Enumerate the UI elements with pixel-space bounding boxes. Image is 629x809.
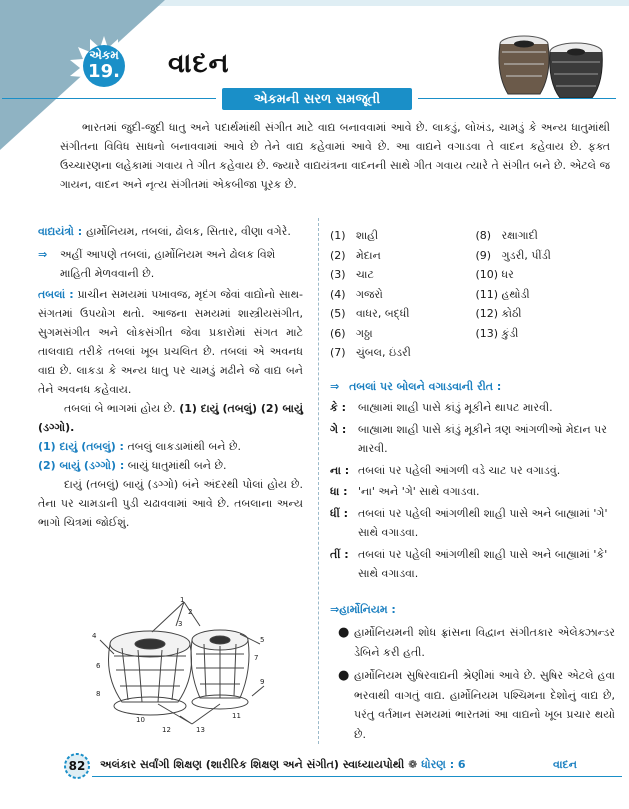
diagram-label: 3 xyxy=(178,620,183,628)
part-number xyxy=(476,343,502,363)
two-parts-text: તબલાં બે ભાગમાં હોય છે. xyxy=(64,402,176,415)
closing-paragraph: દાયું (તબલું) બાયું (ડગ્ગો) બંને અંદરથી પોલાં હોય છે. તેના પર ચામડાની પુડી ચઢાવવામાં આવે છે. તબલાના અન્ય ભાગો ચિત્રમાં જોઈશું. xyxy=(38,478,303,529)
footer-standard: ધોરણ : 6 xyxy=(421,758,466,771)
part-item xyxy=(330,285,470,305)
diagram-label: 7 xyxy=(254,654,259,662)
part-item xyxy=(330,246,470,266)
chapter-title: વાદન xyxy=(168,48,230,79)
part-name: ગુડરી, પીંડી xyxy=(501,248,551,262)
part-number: (4) xyxy=(330,287,346,301)
part1-label: (1) દાયું (તબલું) : xyxy=(38,440,124,453)
part-item xyxy=(330,324,470,344)
method-syllable: ધા : xyxy=(330,485,348,498)
method-text: તબલાં પર પહેલી આંગળીથી શાહી પાસે અને બાહ્યામાં 'ગે' સાથે વગાડવા. xyxy=(358,506,608,539)
part-item xyxy=(476,226,616,246)
bullet-icon: ● xyxy=(338,625,350,640)
diagram-label: 13 xyxy=(196,726,205,734)
part1-row xyxy=(38,437,303,456)
method-syllable: ના : xyxy=(330,463,350,477)
footer-line xyxy=(92,776,622,777)
part2-row xyxy=(38,456,303,475)
method-text: તબલાં પર પહેલી આંગળીથી શાહી પાસે અને બાહ્યામાં 'કે' સાથે વગાડવા. xyxy=(358,547,608,580)
part-name: વાધર, બદ્ધી xyxy=(356,307,410,320)
part-name: હથોડી xyxy=(501,287,530,301)
part2-text: બાયું ધાતુમાંથી બને છે. xyxy=(127,459,227,472)
part-name: ગઠ્ઠા xyxy=(356,326,373,340)
harmonium-list xyxy=(330,623,615,744)
diagram-label: 8 xyxy=(96,690,101,698)
part-name: ગજરો xyxy=(356,287,383,301)
harmonium-item xyxy=(330,666,615,744)
footer-text xyxy=(100,758,466,772)
part-number: (8) xyxy=(475,229,492,242)
diagram-label: 6 xyxy=(96,662,101,670)
part-name: ચાટ xyxy=(356,268,374,281)
right-column xyxy=(330,226,615,744)
instruments-label: વાદ્યયંત્રો : xyxy=(38,225,83,238)
method-list xyxy=(330,398,615,584)
note-text: અહીં આપણે તબલાં, હાર્મોનિયમ અને ઢોલક વિશે માહિતી મેળવવાની છે. xyxy=(60,248,276,280)
column-divider xyxy=(318,218,319,744)
part-name: કુંડી xyxy=(501,326,519,340)
footer-book-title: અલંકાર સર્વાંગી શિક્ષણ (શારીરિક શિક્ષણ અને સંગીત) સ્વાધ્યાયપોથી xyxy=(100,758,405,771)
part-number: (13) xyxy=(475,326,499,340)
part-number: (2) xyxy=(330,248,346,262)
method-heading xyxy=(330,377,615,397)
left-column xyxy=(38,222,303,532)
part-number: (9) xyxy=(475,248,492,262)
harmonium-text: હાર્મોનિયમ સુષિરવાદ્યની શ્રેણીમાં આવે છે. સુષિર એટલે હવા ભરવાથી વાગતું વાદ્ય. હાર્મોનિયમ પશ્ચિમના દેશોનું વાદ્ય છે, પરંતુ વર્તમાન સમયમાં ભારતમાં આ વાદ્યનો ખૂબ પ્રચાર થયો છે. xyxy=(354,669,615,741)
part-name: ધર xyxy=(501,268,514,281)
part-item xyxy=(330,304,470,324)
bullet-icon: ● xyxy=(338,668,350,683)
unit-badge xyxy=(62,30,152,100)
note-row xyxy=(38,245,303,283)
tabla-label: તબલાં : xyxy=(38,288,74,301)
diagram-label: 11 xyxy=(232,712,241,720)
intro-paragraph: ભારતમાં જુદી-જુદી ધાતુ અને પદાર્થમાંથી સંગીત માટે વાદ્ય બનાવવામાં આવે છે. લાકડું, લોખંડ, ચામડું કે અન્ય ધાતુમાંથી સંગીતના વિવિધ સાધનો બનાવવામાં આવે છે તેને વાદ્ય કહેવામાં આવે છે. આ વાદ્યને વગાડવા તે વાદન કહેવાય છે. ફક્ત ઉચ્ચારણના લહેકામાં ગવાય તે ગીત કહેવાય છે. જ્યારે વાદ્યયંત્રના વાદનની સાથે ગીત ગવાય ત્યારે તે સંગીત બને છે. એટલે જ ગાયન, વાદન અને નૃત્ય સંગીતમાં એકબીજા પૂરક છે. xyxy=(60,121,610,191)
method-syllable: ધીં : xyxy=(330,506,348,520)
part-number: (12) xyxy=(475,307,499,320)
method-item xyxy=(330,398,615,418)
two-parts-paragraph xyxy=(38,399,303,437)
harmonium-text: હાર્મોનિયમની શોધ ફ્રાંસના વિદ્વાન સંગીતકાર એલેક્ઝાન્ડર ડેબિને કરી હતી. xyxy=(354,626,615,659)
instruments-text: હાર્મોનિયમ, તબલાં, ઢોલક, સિતાર, વીણા વગેરે. xyxy=(86,225,291,238)
tabla-text: પ્રાચીન સમયમાં પખાવજ, મૃદંગ જેવાં વાદ્યોનો સાથ-સંગતમાં ઉપયોગ થતો. આજના સમયમાં શાસ્ત્રીયસંગીત, સુગમસંગીત અને લોકસંગીત જેવા પ્રકારોમાં સંગત માટે તાલવાદ્ય તરીકે તબલાં ખૂબ પ્રચલિત છે. તબલાં એ અવનધ વાદ્ય છે. લાકડા કે અન્ય ધાતુ પર ચામડું મઢીને જે વાદ્ય બને તેને અવનધ કહેવાય. xyxy=(38,288,303,396)
method-item xyxy=(330,482,615,502)
part-number: (1) xyxy=(330,229,346,242)
part-name: કોઠી xyxy=(501,307,522,320)
part-number: (3) xyxy=(330,268,346,281)
part-item xyxy=(330,226,470,246)
method-item xyxy=(330,420,615,459)
method-heading-text: તબલાં પર બોલને વગાડવાની રીત : xyxy=(349,379,502,393)
diagram-label: 4 xyxy=(92,632,97,640)
method-text: 'ના' અને 'ગે' સાથે વગાડવા. xyxy=(358,485,480,498)
part-item xyxy=(330,343,470,363)
arrow-icon: ⇒ xyxy=(330,379,340,393)
part-name: રક્ષાગાદી xyxy=(501,229,538,242)
tabla-parts-list xyxy=(330,226,615,363)
part-name: ચુંબલ, ઇંડરી xyxy=(356,346,411,359)
part-item xyxy=(330,265,470,285)
method-syllable: તીં : xyxy=(330,547,349,561)
part-number: (6) xyxy=(330,326,346,340)
harmonium-item xyxy=(330,623,615,662)
part-item xyxy=(476,343,616,363)
method-syllable: ગે : xyxy=(330,422,347,436)
harmonium-heading: ⇒હાર્મોનિયમ : xyxy=(330,602,396,616)
tabla-parts-diagram xyxy=(92,596,272,736)
tabla-paragraph xyxy=(38,285,303,399)
unit-label: એકમ xyxy=(89,48,119,62)
footer-chapter: વાદન xyxy=(553,758,577,771)
part-item xyxy=(476,265,616,285)
diagram-label: 12 xyxy=(162,726,171,734)
part-name: શાહી xyxy=(356,229,379,242)
diagram-label: 9 xyxy=(260,678,265,686)
diagram-label: 2 xyxy=(188,608,193,616)
part-item xyxy=(476,304,616,324)
part2-label: (2) બાયું (ડગ્ગો) : xyxy=(38,459,125,472)
method-item xyxy=(330,545,615,584)
part-item xyxy=(476,246,616,266)
unit-number: 19. xyxy=(88,61,120,82)
method-text: બાહ્યામા શાહી પાસે કાંડું મૂકીને ત્રણ આંગળીઓ મેદાન પર મારવી. xyxy=(358,422,607,455)
unit-number-block xyxy=(62,30,146,100)
part-number: (7) xyxy=(330,346,346,359)
tabla-drums-image xyxy=(488,28,608,104)
part-number: (11) xyxy=(475,287,499,301)
method-item xyxy=(330,461,615,481)
part-name: મેદાન xyxy=(356,248,381,262)
diagram-label: 1 xyxy=(180,596,185,604)
summary-banner: એકમની સરળ સમજૂતી xyxy=(222,88,412,110)
diagram-label: 10 xyxy=(136,716,145,724)
two-parts-bold: (1) દાયું (તબલું) (2) બાયું (ડગ્ગો). xyxy=(38,402,304,434)
part-item xyxy=(476,285,616,305)
part1-text: તબલું લાકડામાંથી બને છે. xyxy=(127,440,241,453)
footer xyxy=(0,752,629,780)
method-text: બાહ્યામાં શાહી પાસે કાંડું મૂકીને થાપટ મારવી. xyxy=(358,401,553,414)
method-text: તબલાં પર પહેલી આંગળી વડે ચાટ પર વગાડવું. xyxy=(358,463,561,477)
method-item xyxy=(330,504,615,543)
arrow-icon: ⇒ xyxy=(38,248,48,261)
part-item xyxy=(476,324,616,344)
part-number: (10) xyxy=(475,268,499,281)
part-number: (5) xyxy=(330,307,346,320)
page-number: 82 xyxy=(68,759,86,773)
instruments-row xyxy=(38,222,303,241)
diagram-label: 5 xyxy=(260,636,265,644)
footer-separator: ❁ xyxy=(408,758,418,771)
method-syllable: કે : xyxy=(330,401,346,414)
